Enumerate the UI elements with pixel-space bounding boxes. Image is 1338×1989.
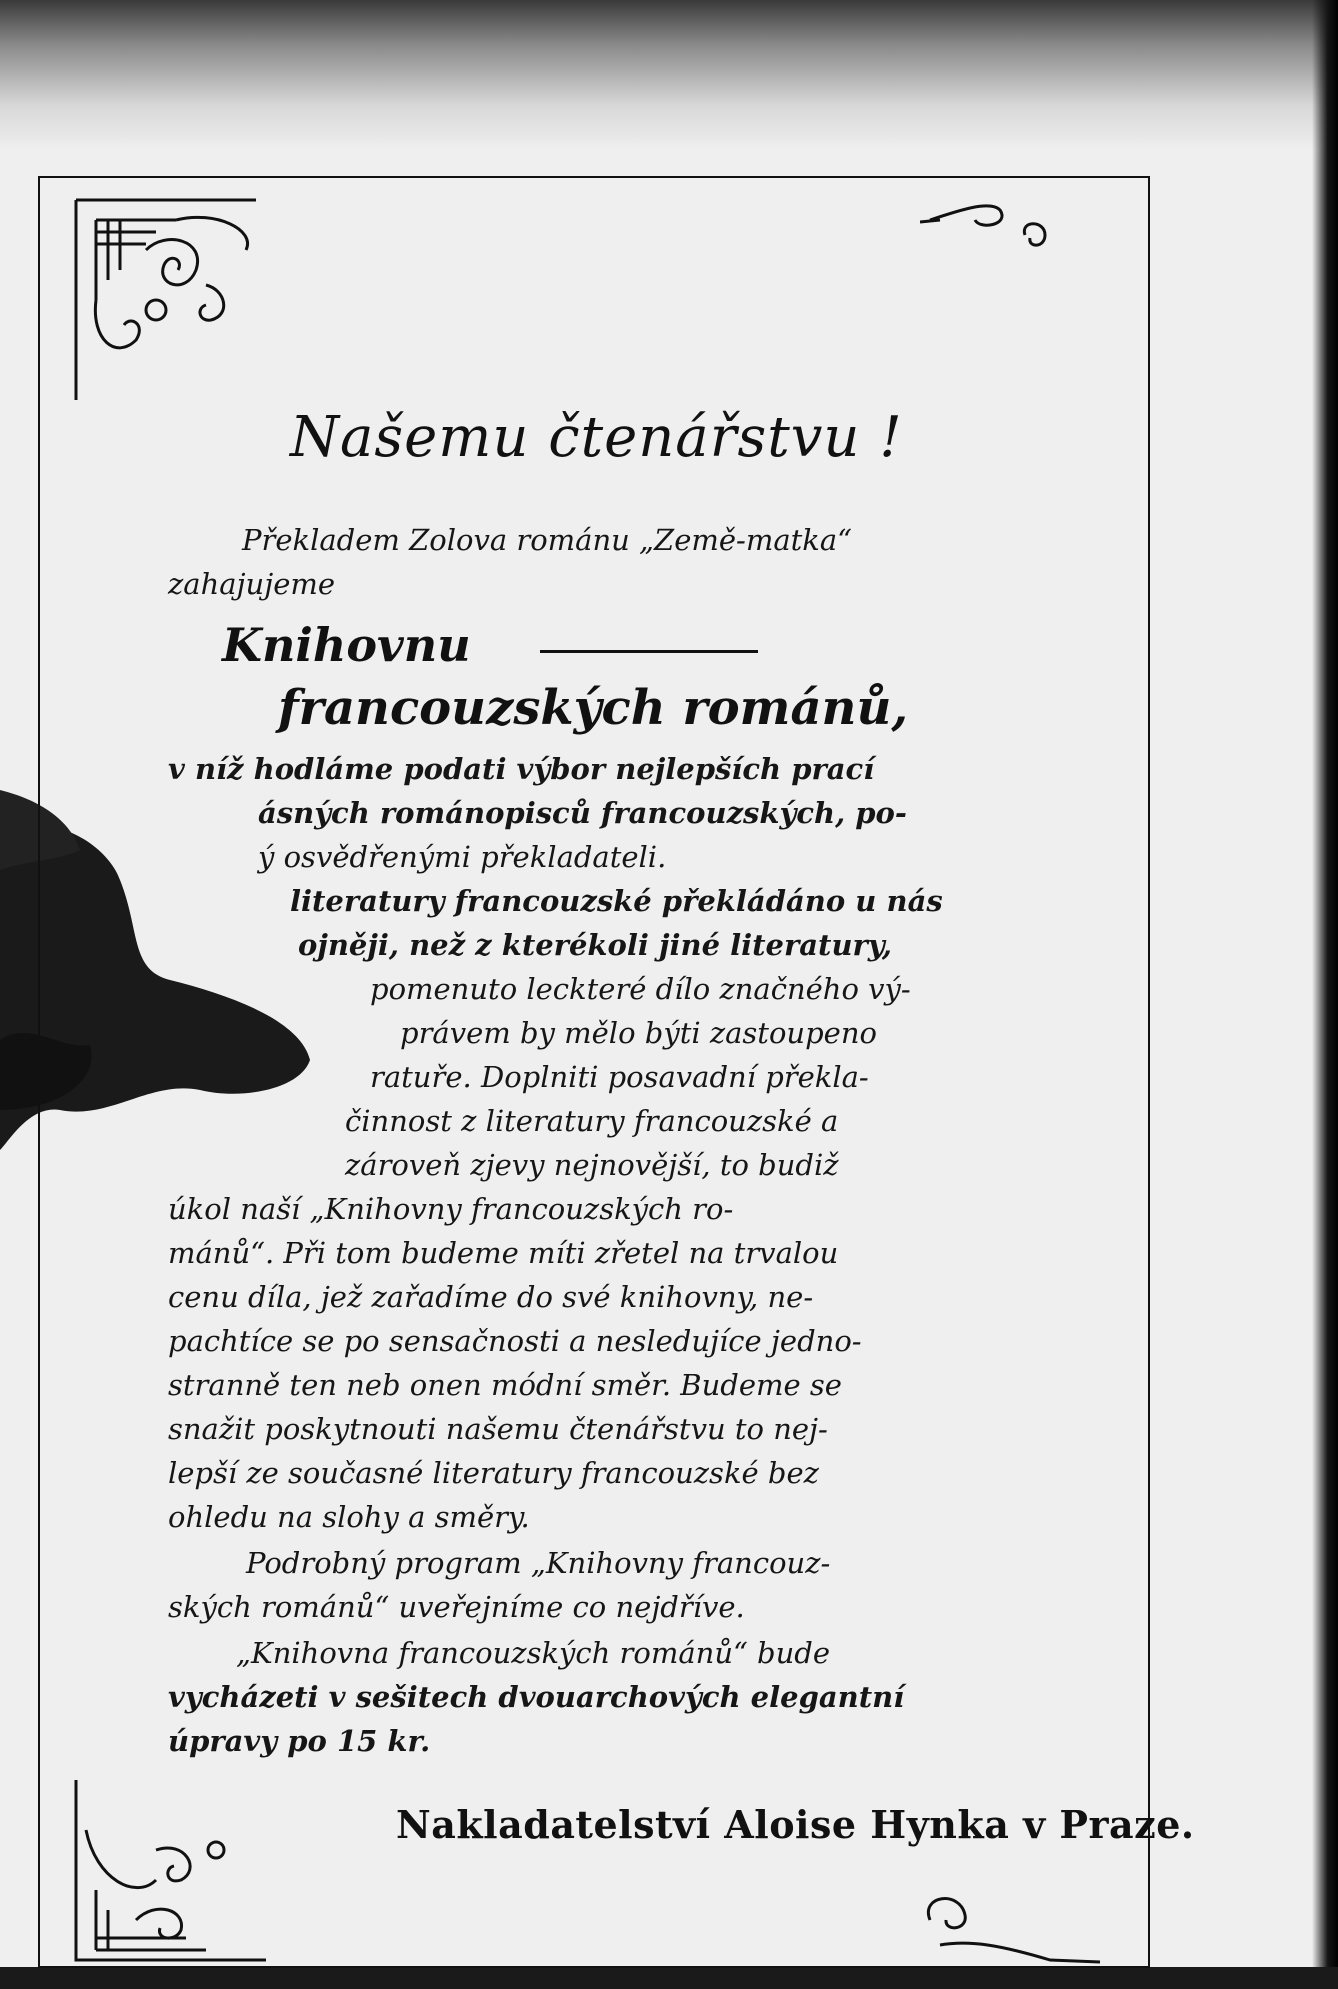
body-line: ý osvědřenými překladateli. [258, 840, 667, 874]
body-line: snažit poskytnouti našemu čtenářstvu to nej- [168, 1412, 828, 1446]
intro-line-1: Překladem Zolova románu „Země-matka“ [242, 523, 852, 557]
body-line: pachtíce se po sensačnosti a nesledujíce jedno- [168, 1324, 862, 1358]
page-title: Našemu čtenářstvu ! [290, 405, 903, 470]
body-line: ohledu na slohy a směry. [168, 1500, 530, 1534]
scan-shadow-top [0, 0, 1338, 150]
heading-knihovnu: Knihovnu [222, 618, 471, 672]
body-line: ojněji, než z kterékoli jiné literatury, [298, 928, 892, 962]
edition-line: „Knihovna francouzských románů“ bude [236, 1636, 831, 1670]
body-line: činnost z literatury francouzské a [345, 1104, 839, 1138]
program-line: ských románů“ uveřejníme co nejdříve. [168, 1590, 745, 1624]
intro-line-2: zahajujeme [168, 567, 336, 601]
body-line: zároveň zjevy nejnovější, to budiž [345, 1148, 839, 1182]
scan-shadow-right [1312, 0, 1338, 1989]
edition-line: vycházeti v sešitech dvouarchových elegantní [168, 1680, 905, 1714]
body-line: stranně ten neb onen módní směr. Budeme se [168, 1368, 842, 1402]
body-line: cenu díla, jež zařadíme do své knihovny, ne- [168, 1280, 814, 1314]
body-line: ásných románopisců francouzských, po- [258, 796, 907, 830]
body-line: ratuře. Doplniti posavadní překla- [370, 1060, 869, 1094]
body-line: lepší ze současné literatury francouzské bez [168, 1456, 819, 1490]
body-line: úkol naší „Knihovny francouzských ro- [168, 1192, 734, 1226]
body-line: mánů“. Při tom budeme míti zřetel na trvalou [168, 1236, 839, 1270]
heading-dash [540, 650, 758, 653]
edition-line: úpravy po 15 kr. [168, 1724, 431, 1758]
body-line: literatury francouzské překládáno u nás [290, 884, 943, 918]
heading-francouzskych-romanu: francouzských románů, [278, 680, 909, 736]
corner-ornament-top-right-icon [920, 190, 1060, 260]
program-line: Podrobný program „Knihovny francouz- [246, 1546, 831, 1580]
corner-ornament-bottom-right-icon [910, 1890, 1110, 1970]
body-line: v níž hodláme podati výbor nejlepších prací [168, 752, 875, 786]
corner-ornament-bottom-left-icon [56, 1770, 276, 1970]
corner-ornament-top-left-icon [56, 190, 266, 410]
body-line: pomenuto leckteré dílo značného vý- [370, 972, 911, 1006]
body-line: právem by mělo býti zastoupeno [400, 1016, 877, 1050]
publisher-signature: Nakladatelství Aloise Hynka v Praze. [396, 1802, 1195, 1847]
scan-shadow-bottom [0, 1967, 1338, 1989]
